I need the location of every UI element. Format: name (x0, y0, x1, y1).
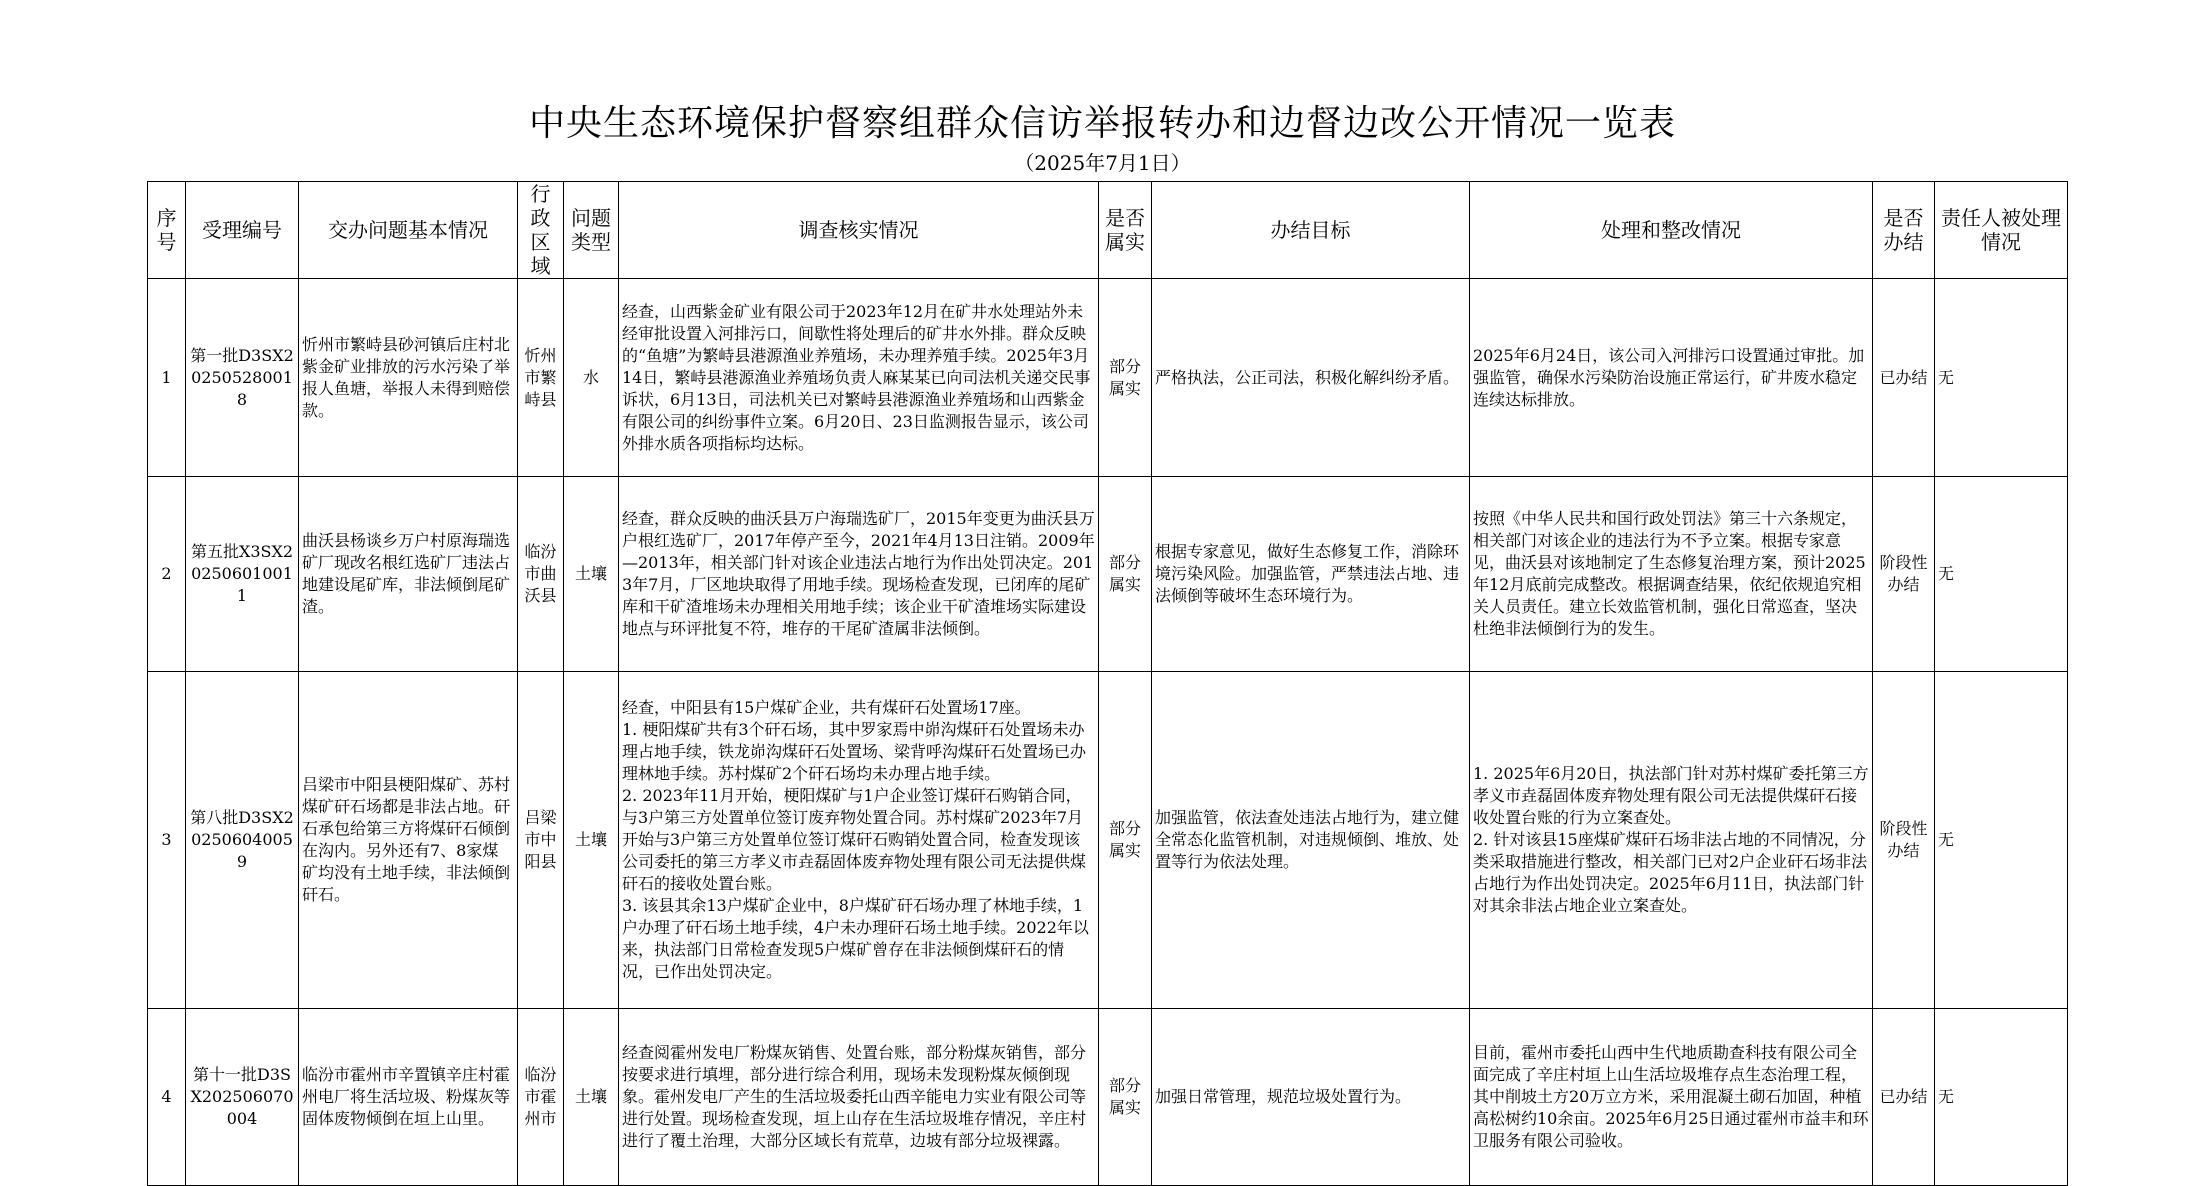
cell-goal: 根据专家意见，做好生态修复工作，消除环境污染风险。加强监管，严禁违法占地、违法倾倒等破坏生态环境行为。 (1152, 477, 1470, 672)
cell-region: 临汾市霍州市 (518, 1009, 564, 1186)
cell-region: 临汾市曲沃县 (518, 477, 564, 672)
col-header-accountability: 责任人被处理情况 (1935, 182, 2068, 279)
cell-issue: 曲沃县杨谈乡万户村原海瑞选矿厂现改名根红选矿厂违法占地建设尾矿库，非法倾倒尾矿渣。 (299, 477, 518, 672)
cell-problem-type: 土壤 (564, 1009, 619, 1186)
table-row (148, 1009, 2068, 1186)
col-header-handling: 处理和整改情况 (1470, 182, 1873, 279)
col-header-is-closed: 是否办结 (1873, 182, 1935, 279)
col-header-is-true: 是否属实 (1099, 182, 1152, 279)
cell-problem-type: 土壤 (564, 477, 619, 672)
cell-seq: 2 (148, 477, 186, 672)
cell-is-true: 部分属实 (1099, 672, 1152, 1009)
cell-investigation: 经查阅霍州发电厂粉煤灰销售、处置台账，部分粉煤灰销售，部分按要求进行填埋，部分进行综合利用，现场未发现粉煤灰倾倒现象。霍州发电厂产生的生活垃圾委托山西辛能电力实业有限公司等进行处置。现场检查发现，垣上山存在生活垃圾堆存情况，辛庄村进行了覆土治理，大部分区域长有荒草，边坡有部分垃圾裸露。 (619, 1009, 1099, 1186)
cell-issue: 临汾市霍州市辛置镇辛庄村霍州电厂将生活垃圾、粉煤灰等固体废物倾倒在垣上山里。 (299, 1009, 518, 1186)
cell-accountability: 无 (1935, 279, 2068, 477)
col-header-issue: 交办问题基本情况 (299, 182, 518, 279)
cell-goal: 严格执法，公正司法，积极化解纠纷矛盾。 (1152, 279, 1470, 477)
cell-problem-type: 土壤 (564, 672, 619, 1009)
cell-seq: 4 (148, 1009, 186, 1186)
cell-investigation: 经查，群众反映的曲沃县万户海瑞选矿厂，2015年变更为曲沃县万户根红选矿厂，2017年停产至今，2021年4月13日注销。2009年—2013年，相关部门针对该企业违法占地行为作出处罚决定。2013年7月，厂区地块取得了用地手续。现场检查发现，已闭库的尾矿库和干矿渣堆场未办理相关用地手续；该企业干矿渣堆场实际建设地点与环评批复不符，堆存的干尾矿渣属非法倾倒。 (619, 477, 1099, 672)
page-date: （2025年7月1日） (1014, 151, 1191, 175)
cell-is-true: 部分属实 (1099, 477, 1152, 672)
cell-is-closed: 已办结 (1873, 1009, 1935, 1186)
cell-handling: 2025年6月24日，该公司入河排污口设置通过审批。加强监管，确保水污染防治设施正常运行，矿井废水稳定连续达标排放。 (1470, 279, 1873, 477)
cell-acceptance-no: 第八批D3SX202506040059 (186, 672, 299, 1009)
cell-handling: 1. 2025年6月20日，执法部门针对苏村煤矿委托第三方孝义市垚磊固体废弃物处理有限公司无法提供煤矸石接收处置台账的行为立案查处。 2. 针对该县15座煤矿煤矸石场非法占地的不同情况，分类采取措施进行整改，相关部门已对2户企业矸石场非法占地行为作出处罚决定。2025年6月11日，执法部门针对其余非法占地企业立案查处。 (1470, 672, 1873, 1009)
cell-issue: 吕梁市中阳县梗阳煤矿、苏村煤矿矸石场都是非法占地。矸石承包给第三方将煤矸石倾倒在沟内。另外还有7、8家煤矿均没有土地手续，非法倾倒矸石。 (299, 672, 518, 1009)
cell-is-closed: 阶段性办结 (1873, 477, 1935, 672)
table-row (148, 279, 2068, 477)
cell-investigation: 经查，山西紫金矿业有限公司于2023年12月在矿井水处理站外未经审批设置入河排污口，间歇性将处理后的矿井水外排。群众反映的“鱼塘”为繁峙县港源渔业养殖场，未办理养殖手续。2025年3月14日，繁峙县港源渔业养殖场负责人麻某某已向司法机关递交民事诉状，6月13日，司法机关已对繁峙县港源渔业养殖场和山西紫金有限公司的纠纷事件立案。6月20日、23日监测报告显示，该公司外排水质各项指标均达标。 (619, 279, 1099, 477)
cell-region: 忻州市繁峙县 (518, 279, 564, 477)
col-header-seq: 序号 (148, 182, 186, 279)
cell-region: 吕梁市中阳县 (518, 672, 564, 1009)
cell-accountability: 无 (1935, 1009, 2068, 1186)
col-header-goal: 办结目标 (1152, 182, 1470, 279)
cell-investigation: 经查，中阳县有15户煤矿企业，共有煤矸石处置场17座。 1. 梗阳煤矿共有3个矸石场，其中罗家焉中峁沟煤矸石处置场未办理占地手续，铁龙峁沟煤矸石处置场、梁背呼沟煤矸石处置场已办理林地手续。苏村煤矿2个矸石场均未办理占地手续。 2. 2023年11月开始，梗阳煤矿与1户企业签订煤矸石购销合同，与3户第三方处置单位签订废弃物处置合同。苏村煤矿2023年7月开始与3户第三方处置单位签订煤矸石购销处置合同，检查发现该公司委托的第三方孝义市垚磊固体废弃物处理有限公司无法提供煤矸石的接收处置台账。 3. 该县其余13户煤矿企业中，8户煤矿矸石场办理了林地手续，1户办理了矸石场土地手续，4户未办理矸石场土地手续。2022年以来，执法部门日常检查发现5户煤矿曾存在非法倾倒煤矸石的情况，已作出处罚决定。 (619, 672, 1099, 1009)
cell-is-closed: 已办结 (1873, 279, 1935, 477)
cell-handling: 按照《中华人民共和国行政处罚法》第三十六条规定，相关部门对该企业的违法行为不予立案。根据专家意见，曲沃县对该地制定了生态修复治理方案，预计2025年12月底前完成整改。根据调查结果，依纪依规追究相关人员责任。建立长效监管机制，强化日常巡查，坚决杜绝非法倾倒行为的发生。 (1470, 477, 1873, 672)
col-header-region: 行政区域 (518, 182, 564, 279)
cell-is-true: 部分属实 (1099, 1009, 1152, 1186)
col-header-investigation: 调查核实情况 (619, 182, 1099, 279)
table-header-row (148, 182, 2068, 279)
cell-problem-type: 水 (564, 279, 619, 477)
cell-seq: 1 (148, 279, 186, 477)
table-row (148, 672, 2068, 1009)
cell-goal: 加强监管，依法查处违法占地行为，建立健全常态化监管机制，对违规倾倒、堆放、处置等行为依法处理。 (1152, 672, 1470, 1009)
col-header-problem-type: 问题类型 (564, 182, 619, 279)
cell-is-true: 部分属实 (1099, 279, 1152, 477)
disclosure-table (147, 181, 2068, 1186)
cell-issue: 忻州市繁峙县砂河镇后庄村北紫金矿业排放的污水污染了举报人鱼塘，举报人未得到赔偿款。 (299, 279, 518, 477)
cell-acceptance-no: 第五批X3SX202506010011 (186, 477, 299, 672)
page-title: 中央生态环境保护督察组群众信访举报转办和边督边改公开情况一览表 (528, 103, 1676, 144)
table-row (148, 477, 2068, 672)
col-header-acceptance-no: 受理编号 (186, 182, 299, 279)
cell-acceptance-no: 第一批D3SX202505280018 (186, 279, 299, 477)
cell-goal: 加强日常管理，规范垃圾处置行为。 (1152, 1009, 1470, 1186)
cell-seq: 3 (148, 672, 186, 1009)
cell-acceptance-no: 第十一批D3SX202506070004 (186, 1009, 299, 1186)
cell-is-closed: 阶段性办结 (1873, 672, 1935, 1009)
cell-handling: 目前，霍州市委托山西中生代地质勘查科技有限公司全面完成了辛庄村垣上山生活垃圾堆存点生态治理工程，其中削坡土方20万立方米，采用混凝土砌石加固，种植高松树约10余亩。2025年6月25日通过霍州市益丰和环卫服务有限公司验收。 (1470, 1009, 1873, 1186)
cell-accountability: 无 (1935, 477, 2068, 672)
cell-accountability: 无 (1935, 672, 2068, 1009)
